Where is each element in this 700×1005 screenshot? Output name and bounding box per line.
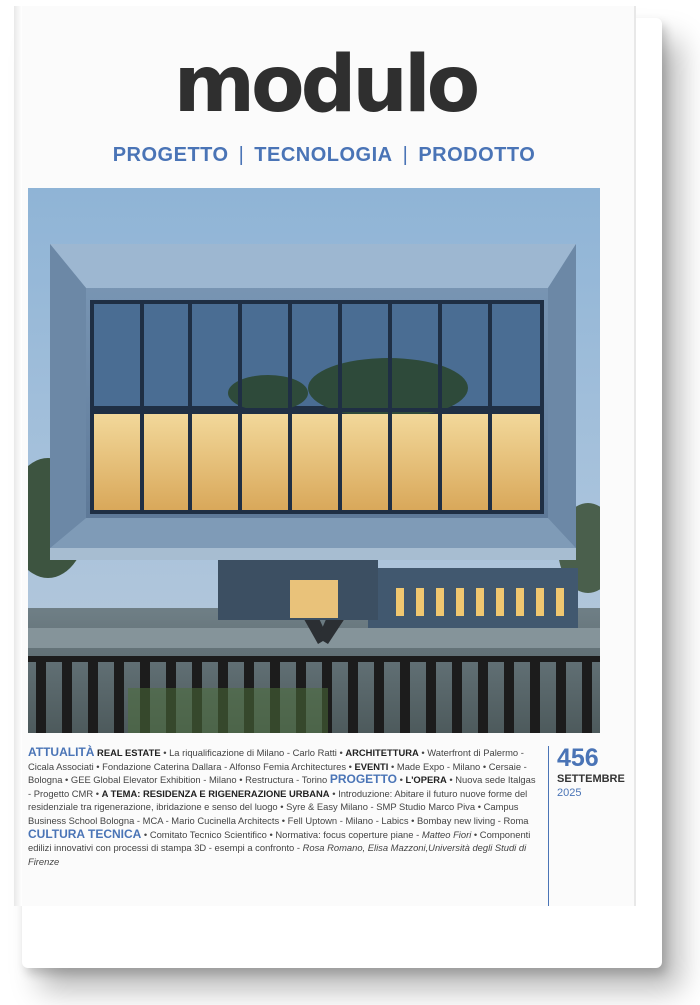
section-cultura-tecnica: CULTURA TECNICA — [28, 826, 142, 841]
authors-romano-mazzoni: Rosa Romano, Elisa Mazzoni,Università degli Studi di Firenze — [28, 842, 527, 867]
contents-text-1: • La riqualificazione di Milano - Carlo Ratti • — [160, 747, 346, 758]
section-real-estate: REAL ESTATE — [97, 747, 161, 758]
tagline-tecnologia: TECNOLOGIA — [254, 144, 393, 166]
issue-info — [548, 746, 641, 906]
tagline-progetto: PROGETTO — [112, 144, 229, 166]
section-eventi: EVENTI — [354, 760, 389, 772]
contents-text-7: • Comitato Tecnico Scientifico • Normativa: focus coperture piane - — [141, 828, 422, 840]
tagline-separator: | — [238, 144, 245, 166]
masthead-tagline — [94, 144, 554, 167]
contents-text-6: • Introduzione: Abitare il futuro nuove forme del residenziale tra rigenerazione, ibridazione e senso del luogo • Syre & Easy Milano - SMP Studio Marco Piva • Campus Business School Bologna - MCA - Mario Cucinella Architects • Fell Uptown - Milano - Labics • Bombay new living - Roma — [28, 787, 529, 826]
contents-text — [28, 746, 538, 868]
section-a-tema: A TEMA: RESIDENZA E RIGENERAZIONE URBANA — [101, 787, 330, 799]
cover-spine — [14, 6, 22, 906]
tagline-prodotto: PRODOTTO — [418, 144, 536, 166]
contents-text-2: • Waterfront di Palermo - Cicala Associati • Fondazione Caterina Dallara - Alfonso Femia Architectures • — [28, 747, 524, 772]
magazine-cover — [14, 6, 636, 906]
cover-photo — [28, 188, 600, 733]
masthead-logo: modulo — [173, 40, 477, 130]
tagline-separator: | — [402, 144, 409, 166]
contents-text-8: • Componenti edilizi innovativi con processi di stampa 3D - esempi a confronto - — [28, 828, 531, 854]
section-architettura: ARCHITETTURA — [345, 747, 419, 758]
author-fiori: Matteo Fiori — [421, 828, 472, 840]
issue-number: 456 — [557, 744, 599, 772]
section-lopera: L'OPERA — [405, 774, 447, 786]
section-attualita: ATTUALITÀ — [28, 745, 95, 759]
contents-text-3: • Made Expo - Milano • Cersaie - Bologna • GEE Global Elevator Exhibition - Milano • Restructura - Torino — [28, 760, 527, 786]
building-photo-illustration — [28, 188, 600, 733]
contents-text-4: • — [396, 774, 406, 786]
section-progetto: PROGETTO — [329, 772, 397, 787]
contents-text-5: • Nuova sede Italgas - Progetto CMR • — [28, 774, 536, 799]
issue-month: SETTEMBRE — [557, 773, 625, 785]
issue-year: 2025 — [557, 787, 582, 799]
